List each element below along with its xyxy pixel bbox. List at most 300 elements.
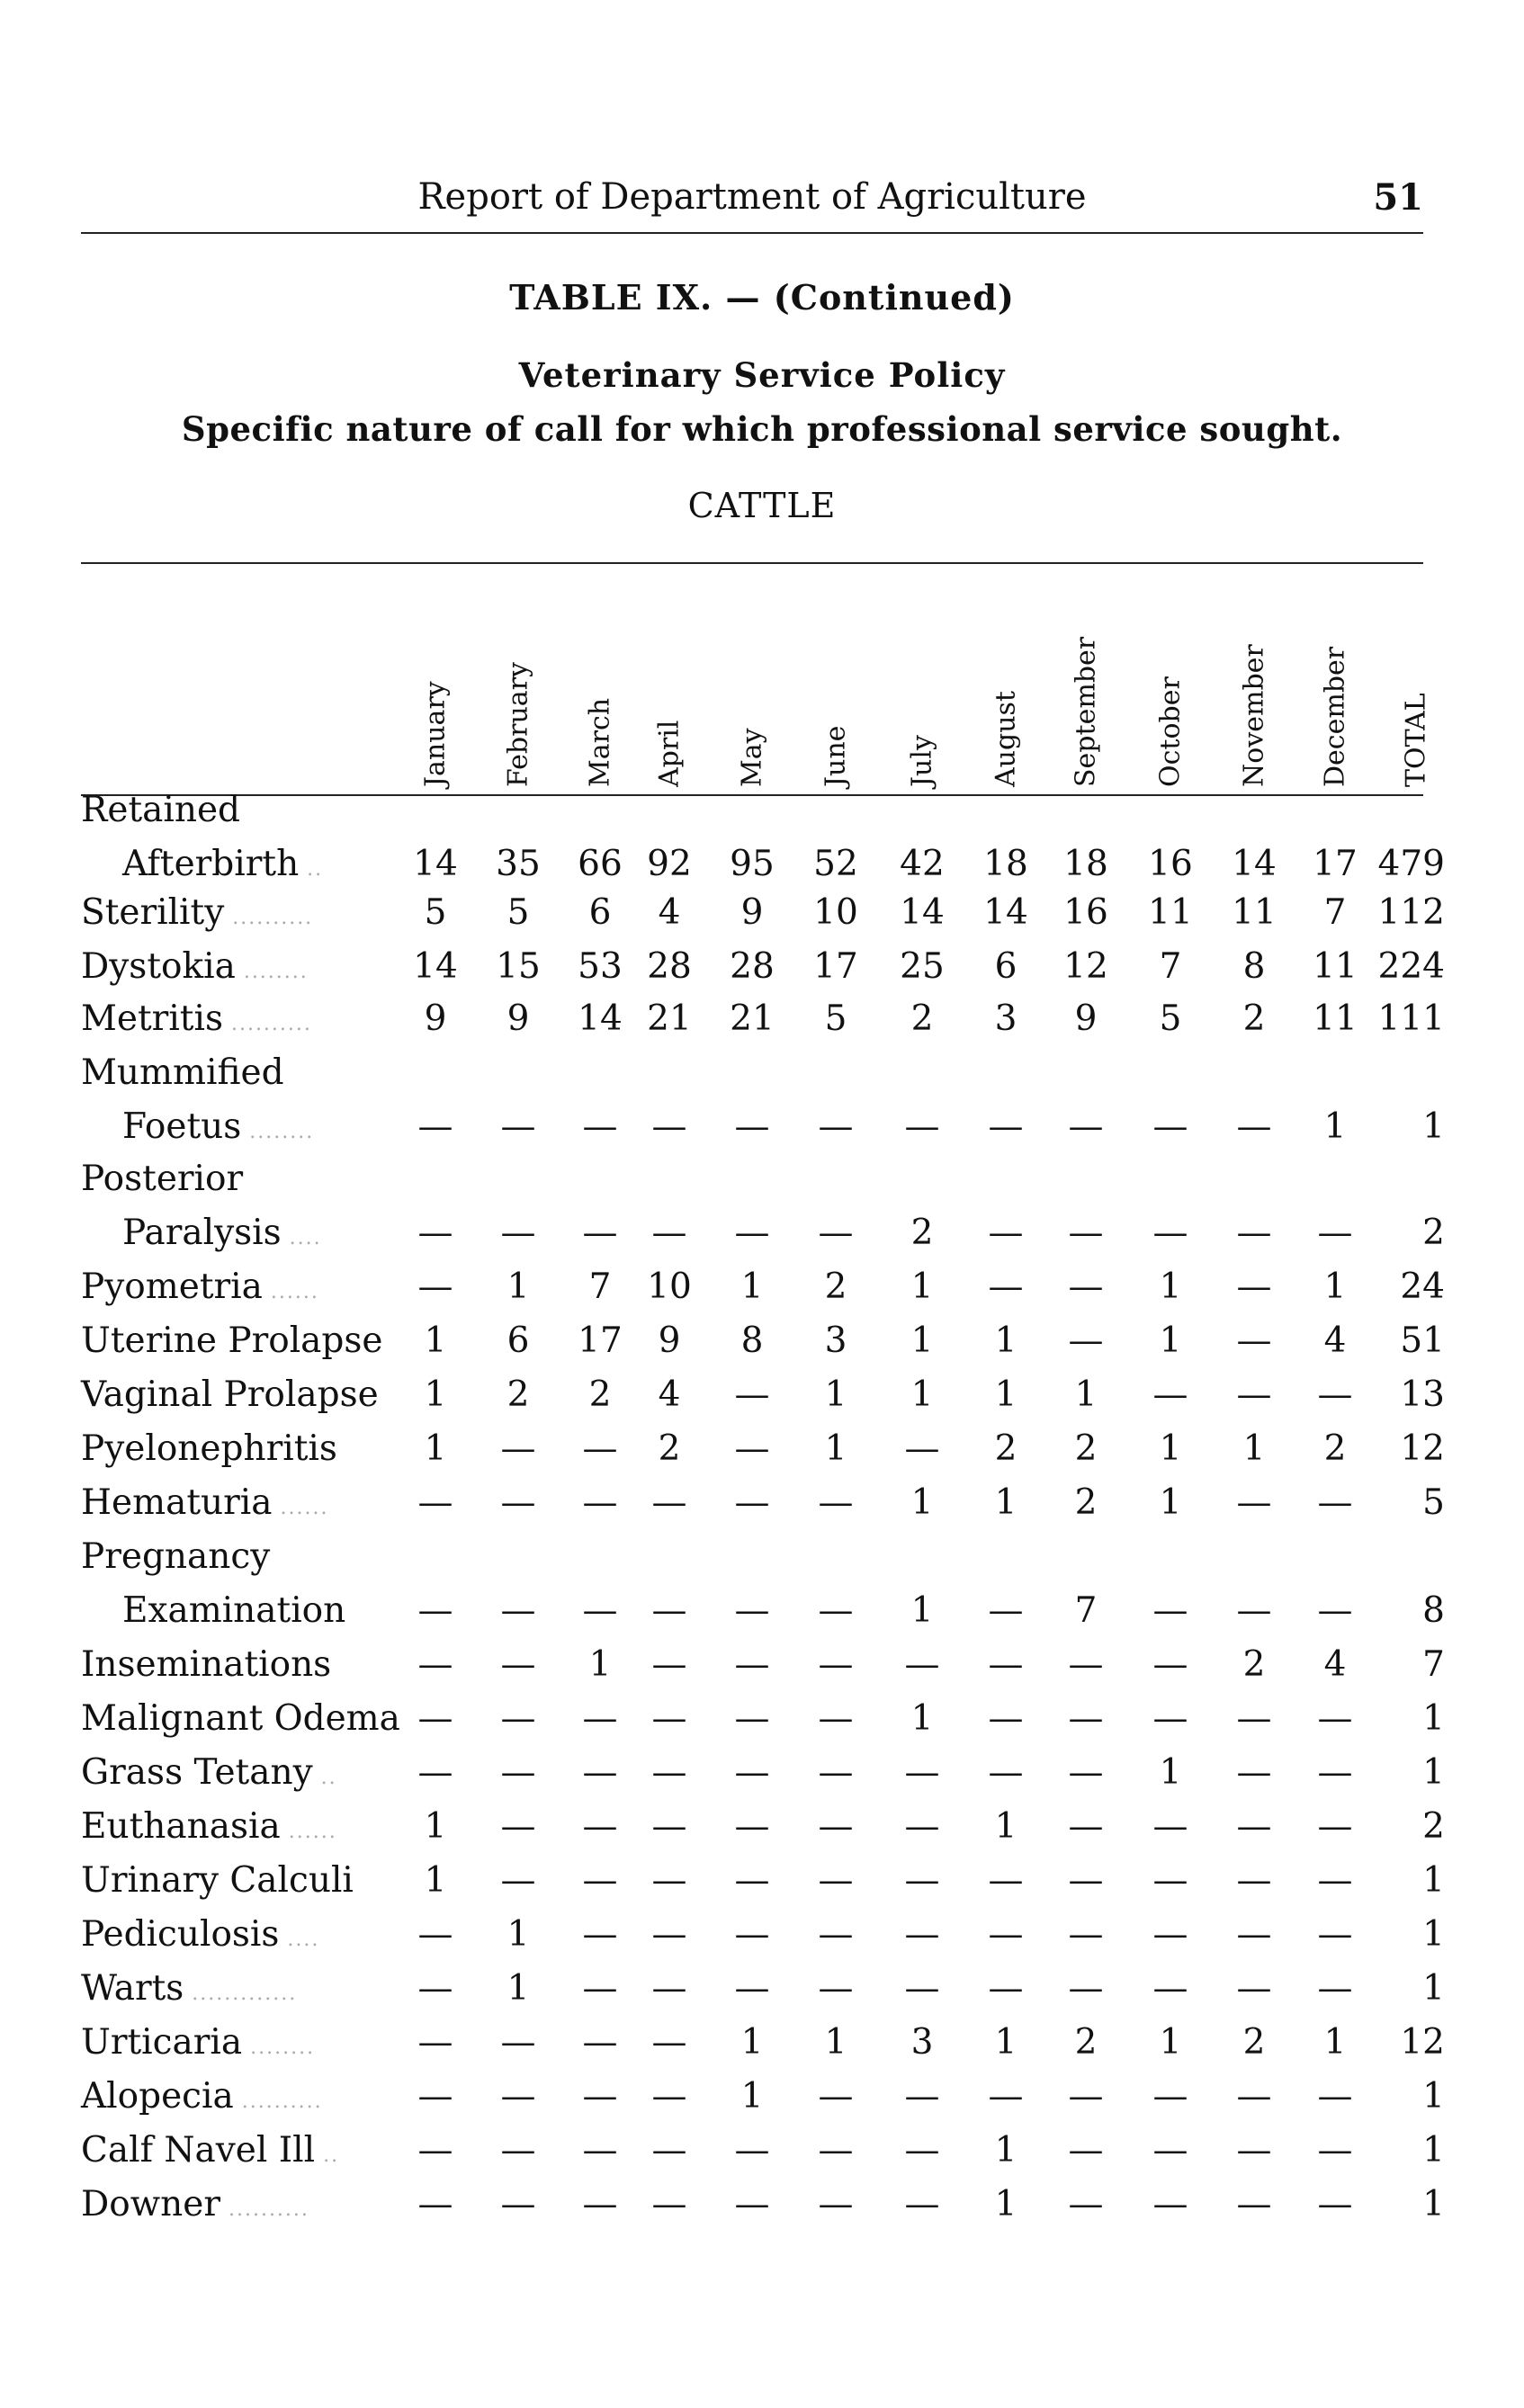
table-cell: 2 [824, 1267, 847, 1307]
table-cell: — [417, 1914, 453, 1955]
table-cell: 9 [740, 892, 764, 933]
row-label [81, 1267, 319, 1307]
table-cell: — [1317, 1752, 1353, 1793]
table-cell: — [988, 1860, 1024, 1901]
table-cell: 11 [1232, 892, 1277, 933]
table-cell: — [1317, 1590, 1353, 1631]
table-cell: — [417, 1267, 453, 1307]
column-header-label: June [820, 725, 852, 787]
table-cell: — [818, 2076, 854, 2117]
table-cell: — [417, 1482, 453, 1523]
table-cell: 12 [1063, 946, 1108, 987]
leader-dots: ........ [241, 1121, 315, 1143]
table-cell: — [988, 1590, 1024, 1631]
table-cell: — [988, 1914, 1024, 1955]
table-cell: — [1317, 1968, 1353, 2009]
column-header-label: April [653, 720, 686, 787]
table-cell: 1 [588, 1644, 612, 1685]
table-cell: 7 [1074, 1590, 1098, 1631]
table-cell: 2 [1074, 2022, 1098, 2063]
row-label-text: Urticaria [81, 2022, 243, 2063]
table-cell: 9 [424, 998, 447, 1039]
row-label [122, 1590, 345, 1631]
table-cell: — [1317, 1698, 1353, 1739]
row-label-line [81, 1536, 1425, 1583]
table-cell: — [904, 1428, 940, 1469]
column-header-label: TOTAL [1400, 693, 1432, 787]
table-cell: — [1236, 2130, 1272, 2171]
table-cell: — [1236, 1482, 1272, 1523]
table-cell: 1 [1323, 1267, 1347, 1307]
column-header-label: October [1154, 676, 1187, 787]
table-cell: — [904, 2184, 940, 2224]
table-cell: 66 [578, 844, 623, 884]
table-cell: 4 [1323, 1320, 1347, 1361]
row-label-text: Pediculosis [81, 1914, 280, 1955]
row-label [81, 1428, 337, 1469]
total-cell: 2 [1422, 1213, 1445, 1253]
row-label-text: Grass Tetany [81, 1752, 313, 1793]
table-cell: — [582, 1860, 618, 1901]
row-label [81, 1806, 337, 1847]
table-cell: — [904, 2130, 940, 2171]
table-cell: — [1236, 2076, 1272, 2117]
table-cell: — [988, 1752, 1024, 1793]
leader-dots: .......... [222, 1013, 312, 1035]
table-cell: — [904, 1806, 940, 1847]
table-cell: — [1068, 1968, 1104, 2009]
table-cell: — [1236, 1106, 1272, 1147]
total-cell: 5 [1422, 1482, 1445, 1523]
table-cell: — [1152, 2184, 1188, 2224]
table-cell: 28 [647, 946, 692, 987]
column-header-october [1143, 594, 1197, 787]
table-cell: — [500, 1644, 536, 1685]
table-cell: — [734, 1482, 770, 1523]
row-label [122, 1106, 314, 1147]
table-cell: — [818, 1213, 854, 1253]
total-cell: 112 [1377, 892, 1445, 933]
table-cell: — [818, 1590, 854, 1631]
table-cell: 10 [647, 1267, 692, 1307]
table-cell: — [818, 1914, 854, 1955]
row-label: Pregnancy [81, 1536, 271, 1577]
table-cell: 1 [424, 1428, 447, 1469]
row-label [81, 892, 313, 933]
table-cell: — [1068, 1698, 1104, 1739]
table-cell: 9 [507, 998, 530, 1039]
table-cell: 15 [496, 946, 541, 987]
table-cell: — [1068, 2076, 1104, 2117]
row-label-text: Malignant Odema [81, 1698, 400, 1739]
table-cell: — [651, 2022, 687, 2063]
table-cell: — [651, 1968, 687, 2009]
table-cell: — [1317, 2076, 1353, 2117]
table-row [81, 2076, 1445, 2123]
table-cell: — [734, 2184, 770, 2224]
column-header-december [1308, 594, 1362, 787]
table-cell: — [1317, 2184, 1353, 2224]
column-header-august [979, 594, 1033, 787]
table-cell: — [904, 2076, 940, 2117]
total-cell: 51 [1400, 1320, 1445, 1361]
table-cell: 1 [824, 1428, 847, 1469]
table-cell: — [1068, 1106, 1104, 1147]
table-cell: — [1152, 2076, 1188, 2117]
leader-dots: .......... [233, 2090, 323, 2113]
table-cell: — [734, 1644, 770, 1685]
total-cell: 111 [1377, 998, 1445, 1039]
total-cell: 13 [1400, 1374, 1445, 1415]
table-cell: 11 [1313, 998, 1358, 1039]
table-cell: 2 [1074, 1428, 1098, 1469]
table-cell: 11 [1313, 946, 1358, 987]
table-cell: — [500, 2184, 536, 2224]
table-cell: 25 [900, 946, 945, 987]
table-cell: — [1236, 2184, 1272, 2224]
row-label-text: Pyelonephritis [81, 1428, 337, 1469]
table-cell: 1 [994, 1374, 1017, 1415]
table-cell: 2 [507, 1374, 530, 1415]
table-cell: — [651, 2076, 687, 2117]
table-cell: — [1152, 1698, 1188, 1739]
table-cell: 1 [424, 1374, 447, 1415]
column-header-april [642, 594, 696, 787]
table-cell: — [417, 1590, 453, 1631]
row-label-text: Inseminations [81, 1644, 332, 1685]
row-label-text: Pyometria [81, 1267, 263, 1307]
total-cell: 24 [1400, 1267, 1445, 1307]
table-cell: — [818, 1482, 854, 1523]
table-cell: 18 [1063, 844, 1108, 884]
table-cell: — [988, 1968, 1024, 2009]
policy-title: Veterinary Service Policy [518, 355, 1006, 395]
column-header-june [809, 594, 863, 787]
table-cell: 1 [1159, 1267, 1182, 1307]
table-cell: — [734, 1914, 770, 1955]
row-label-text: Urinary Calculi [81, 1860, 354, 1901]
leader-dots: ............. [184, 1983, 298, 2005]
column-header-label: August [990, 691, 1022, 787]
table-cell: — [988, 1106, 1024, 1147]
table-row [81, 892, 1445, 939]
row-label [81, 2130, 339, 2171]
table-cell: — [417, 2076, 453, 2117]
table-row [81, 1267, 1445, 1313]
table-cell: — [904, 1914, 940, 1955]
table-cell: — [734, 1698, 770, 1739]
table-cell: 1 [994, 2022, 1017, 2063]
row-label-text: Warts [81, 1968, 184, 2009]
table-cell: 3 [994, 998, 1017, 1039]
total-cell: 1 [1422, 2184, 1445, 2224]
table-cell: — [582, 1106, 618, 1147]
row-label [122, 844, 323, 884]
table-cell: — [1317, 1914, 1353, 1955]
table-cell: — [1236, 1860, 1272, 1901]
table-cell: — [818, 2184, 854, 2224]
leader-dots: .......... [224, 907, 314, 929]
table-cell: 17 [578, 1320, 623, 1361]
row-label [81, 1698, 400, 1739]
table-cell: — [500, 1428, 536, 1469]
row-label [81, 1320, 382, 1361]
table-cell: 4 [658, 1374, 681, 1415]
table-cell: — [582, 1482, 618, 1523]
table-cell: — [582, 2076, 618, 2117]
total-cell: 1 [1422, 1752, 1445, 1793]
table-cell: — [582, 2130, 618, 2171]
table-cell: 1 [1159, 1482, 1182, 1523]
column-header-label: November [1238, 644, 1270, 787]
column-header-label: July [906, 735, 938, 787]
table-cell: 16 [1063, 892, 1108, 933]
table-cell: 4 [658, 892, 681, 933]
table-cell: 8 [1242, 946, 1266, 987]
total-cell: 1 [1422, 2130, 1445, 2171]
column-header-label: January [419, 681, 452, 787]
table-cell: — [904, 1752, 940, 1793]
table-cell: 1 [994, 1806, 1017, 1847]
row-label [81, 1644, 331, 1685]
row-label-text: Calf Navel Ill [81, 2130, 316, 2171]
table-cell: — [651, 1806, 687, 1847]
table-cell: 1 [1159, 1428, 1182, 1469]
table-cell: — [734, 1860, 770, 1901]
table-cell: 14 [413, 946, 458, 987]
table-cell: 6 [588, 892, 612, 933]
row-label-text: Afterbirth [122, 844, 300, 884]
row-label-text: Alopecia [81, 2076, 234, 2117]
table-cell: 2 [910, 1213, 934, 1253]
total-cell: 1 [1422, 1968, 1445, 2009]
table-row [81, 998, 1445, 1045]
table-cell: 9 [658, 1320, 681, 1361]
row-label-text: Downer [81, 2184, 220, 2224]
column-header-march [573, 594, 627, 787]
table-cell: — [651, 1482, 687, 1523]
table-cell: — [417, 1106, 453, 1147]
table-cell: — [1236, 1968, 1272, 2009]
row-label [81, 1914, 319, 1955]
table-cell: — [988, 1698, 1024, 1739]
row-label: Mummified [81, 1052, 284, 1093]
row-label-line [81, 1052, 1425, 1099]
table-cell: 1 [1159, 1752, 1182, 1793]
leader-dots: .. [312, 1767, 337, 1789]
table-cell: — [988, 1267, 1024, 1307]
leader-dots: ...... [280, 1821, 337, 1843]
table-cell: — [651, 1752, 687, 1793]
table-cell: — [818, 1806, 854, 1847]
table-cell: — [1152, 1806, 1188, 1847]
leader-dots: .. [299, 858, 324, 881]
column-header-september [1059, 594, 1113, 787]
row-label-text: Paralysis [122, 1213, 282, 1253]
table-cell: 1 [424, 1860, 447, 1901]
table-cell: 21 [730, 998, 775, 1039]
row-label [81, 1860, 354, 1901]
table-cell: 6 [994, 946, 1017, 987]
table-cell: — [651, 1860, 687, 1901]
row-label [81, 1374, 379, 1415]
table-cell: — [500, 1752, 536, 1793]
table-cell: — [500, 2130, 536, 2171]
table-cell: 5 [1159, 998, 1182, 1039]
table-cell: — [734, 1968, 770, 2009]
table-cell: 42 [900, 844, 945, 884]
running-title: Report of Department of Agriculture [417, 176, 1087, 218]
table-cell: — [1068, 1267, 1104, 1307]
table-cell: — [1236, 1752, 1272, 1793]
total-cell: 224 [1377, 946, 1445, 987]
table-cell: — [1068, 1644, 1104, 1685]
row-label [81, 946, 309, 987]
table-row [81, 1213, 1445, 1259]
table-cell: — [818, 1698, 854, 1739]
leader-dots: ...... [272, 1497, 329, 1519]
table-cell: 1 [994, 2130, 1017, 2171]
table-cell: 5 [507, 892, 530, 933]
table-cell: — [500, 1806, 536, 1847]
table-cell: — [734, 1806, 770, 1847]
table-cell: — [417, 2022, 453, 2063]
table-cell: 1 [910, 1482, 934, 1523]
table-cell: — [417, 2184, 453, 2224]
table-cell: — [1068, 1806, 1104, 1847]
table-row [81, 1914, 1445, 1961]
running-head [81, 176, 1423, 227]
total-cell: 12 [1400, 2022, 1445, 2063]
table-cell: — [1152, 2130, 1188, 2171]
table-cell: 35 [496, 844, 541, 884]
table-row [81, 1752, 1445, 1799]
table-cell: — [417, 2130, 453, 2171]
table-cell: — [417, 1968, 453, 2009]
row-label [81, 2076, 323, 2117]
row-label: Retained [81, 790, 241, 830]
column-header-label: September [1070, 636, 1102, 787]
row-label-text: Uterine Prolapse [81, 1320, 383, 1361]
total-cell: 1 [1422, 1698, 1445, 1739]
row-label-text: Dystokia [81, 946, 236, 987]
table-cell: 1 [424, 1806, 447, 1847]
table-cell: — [734, 1428, 770, 1469]
table-cell: — [904, 1968, 940, 2009]
table-cell: — [1152, 1374, 1188, 1415]
table-title: TABLE IX. — (Continued) [509, 277, 1015, 318]
table-cell: 2 [658, 1428, 681, 1469]
table-cell: — [1317, 1213, 1353, 1253]
table-cell: 1 [507, 1267, 530, 1307]
column-header-july [895, 594, 949, 787]
table-cell: 1 [507, 1968, 530, 2009]
row-label-text: Hematuria [81, 1482, 273, 1523]
table-cell: 1 [910, 1698, 934, 1739]
table-cell: — [651, 2130, 687, 2171]
table-cell: 1 [1242, 1428, 1266, 1469]
table-cell: 1 [740, 1267, 764, 1307]
leader-dots: .... [279, 1929, 320, 1951]
table-cell: — [500, 1860, 536, 1901]
table-cell: — [1068, 2184, 1104, 2224]
table-cell: — [500, 1213, 536, 1253]
table-cell: 17 [813, 946, 858, 987]
table-row [81, 1428, 1445, 1475]
column-header-label: May [736, 728, 768, 787]
table-cell: — [818, 1644, 854, 1685]
header-rule [81, 232, 1423, 234]
column-header-january [408, 594, 462, 787]
table-cell: — [500, 1590, 536, 1631]
total-cell: 12 [1400, 1428, 1445, 1469]
row-label-text: Foetus [122, 1106, 242, 1147]
table-cell: 1 [824, 1374, 847, 1415]
table-cell: — [582, 1968, 618, 2009]
table-cell: — [988, 1644, 1024, 1685]
table-cell: 8 [740, 1320, 764, 1361]
row-label-line [81, 1159, 1425, 1205]
table-cell: — [582, 1428, 618, 1469]
table-row [81, 1106, 1445, 1153]
table-cell: — [1068, 1860, 1104, 1901]
table-row [81, 946, 1445, 993]
table-row [81, 1320, 1445, 1367]
table-cell: 1 [824, 2022, 847, 2063]
table-cell: — [582, 1590, 618, 1631]
table-cell: 2 [1242, 998, 1266, 1039]
table-cell: 1 [910, 1590, 934, 1631]
table-cell: 1 [1323, 2022, 1347, 2063]
table-cell: 2 [1242, 1644, 1266, 1685]
table-cell: 6 [507, 1320, 530, 1361]
column-header-november [1227, 594, 1281, 787]
table-cell: 2 [994, 1428, 1017, 1469]
total-cell: 1 [1422, 1914, 1445, 1955]
table-cell: 14 [1232, 844, 1277, 884]
table-cell: — [734, 1374, 770, 1415]
table-cell: — [1068, 1914, 1104, 1955]
table-cell: — [651, 1213, 687, 1253]
table-cell: 9 [1074, 998, 1098, 1039]
table-cell: 2 [1242, 2022, 1266, 2063]
table-cell: — [582, 1752, 618, 1793]
column-header-label: December [1319, 646, 1351, 787]
table-cell: — [988, 2076, 1024, 2117]
table-cell: 1 [1074, 1374, 1098, 1415]
table-cell: — [1068, 2130, 1104, 2171]
table-cell: — [734, 2130, 770, 2171]
table-cell: — [500, 2022, 536, 2063]
table-cell: — [1317, 1374, 1353, 1415]
table-cell: 14 [413, 844, 458, 884]
page-number: 51 [1373, 176, 1423, 219]
table-cell: — [417, 1698, 453, 1739]
table-cell: — [904, 1106, 940, 1147]
table-cell: — [500, 1106, 536, 1147]
table-row [81, 1968, 1445, 2015]
row-label [81, 998, 312, 1039]
table-cell: 5 [824, 998, 847, 1039]
table-cell: 14 [578, 998, 623, 1039]
table-cell: 1 [424, 1320, 447, 1361]
total-cell: 479 [1377, 844, 1445, 884]
table-cell: 16 [1148, 844, 1193, 884]
table-cell: — [1236, 1698, 1272, 1739]
table-cell: — [734, 1752, 770, 1793]
table-cell: — [734, 1213, 770, 1253]
table-cell: 28 [730, 946, 775, 987]
